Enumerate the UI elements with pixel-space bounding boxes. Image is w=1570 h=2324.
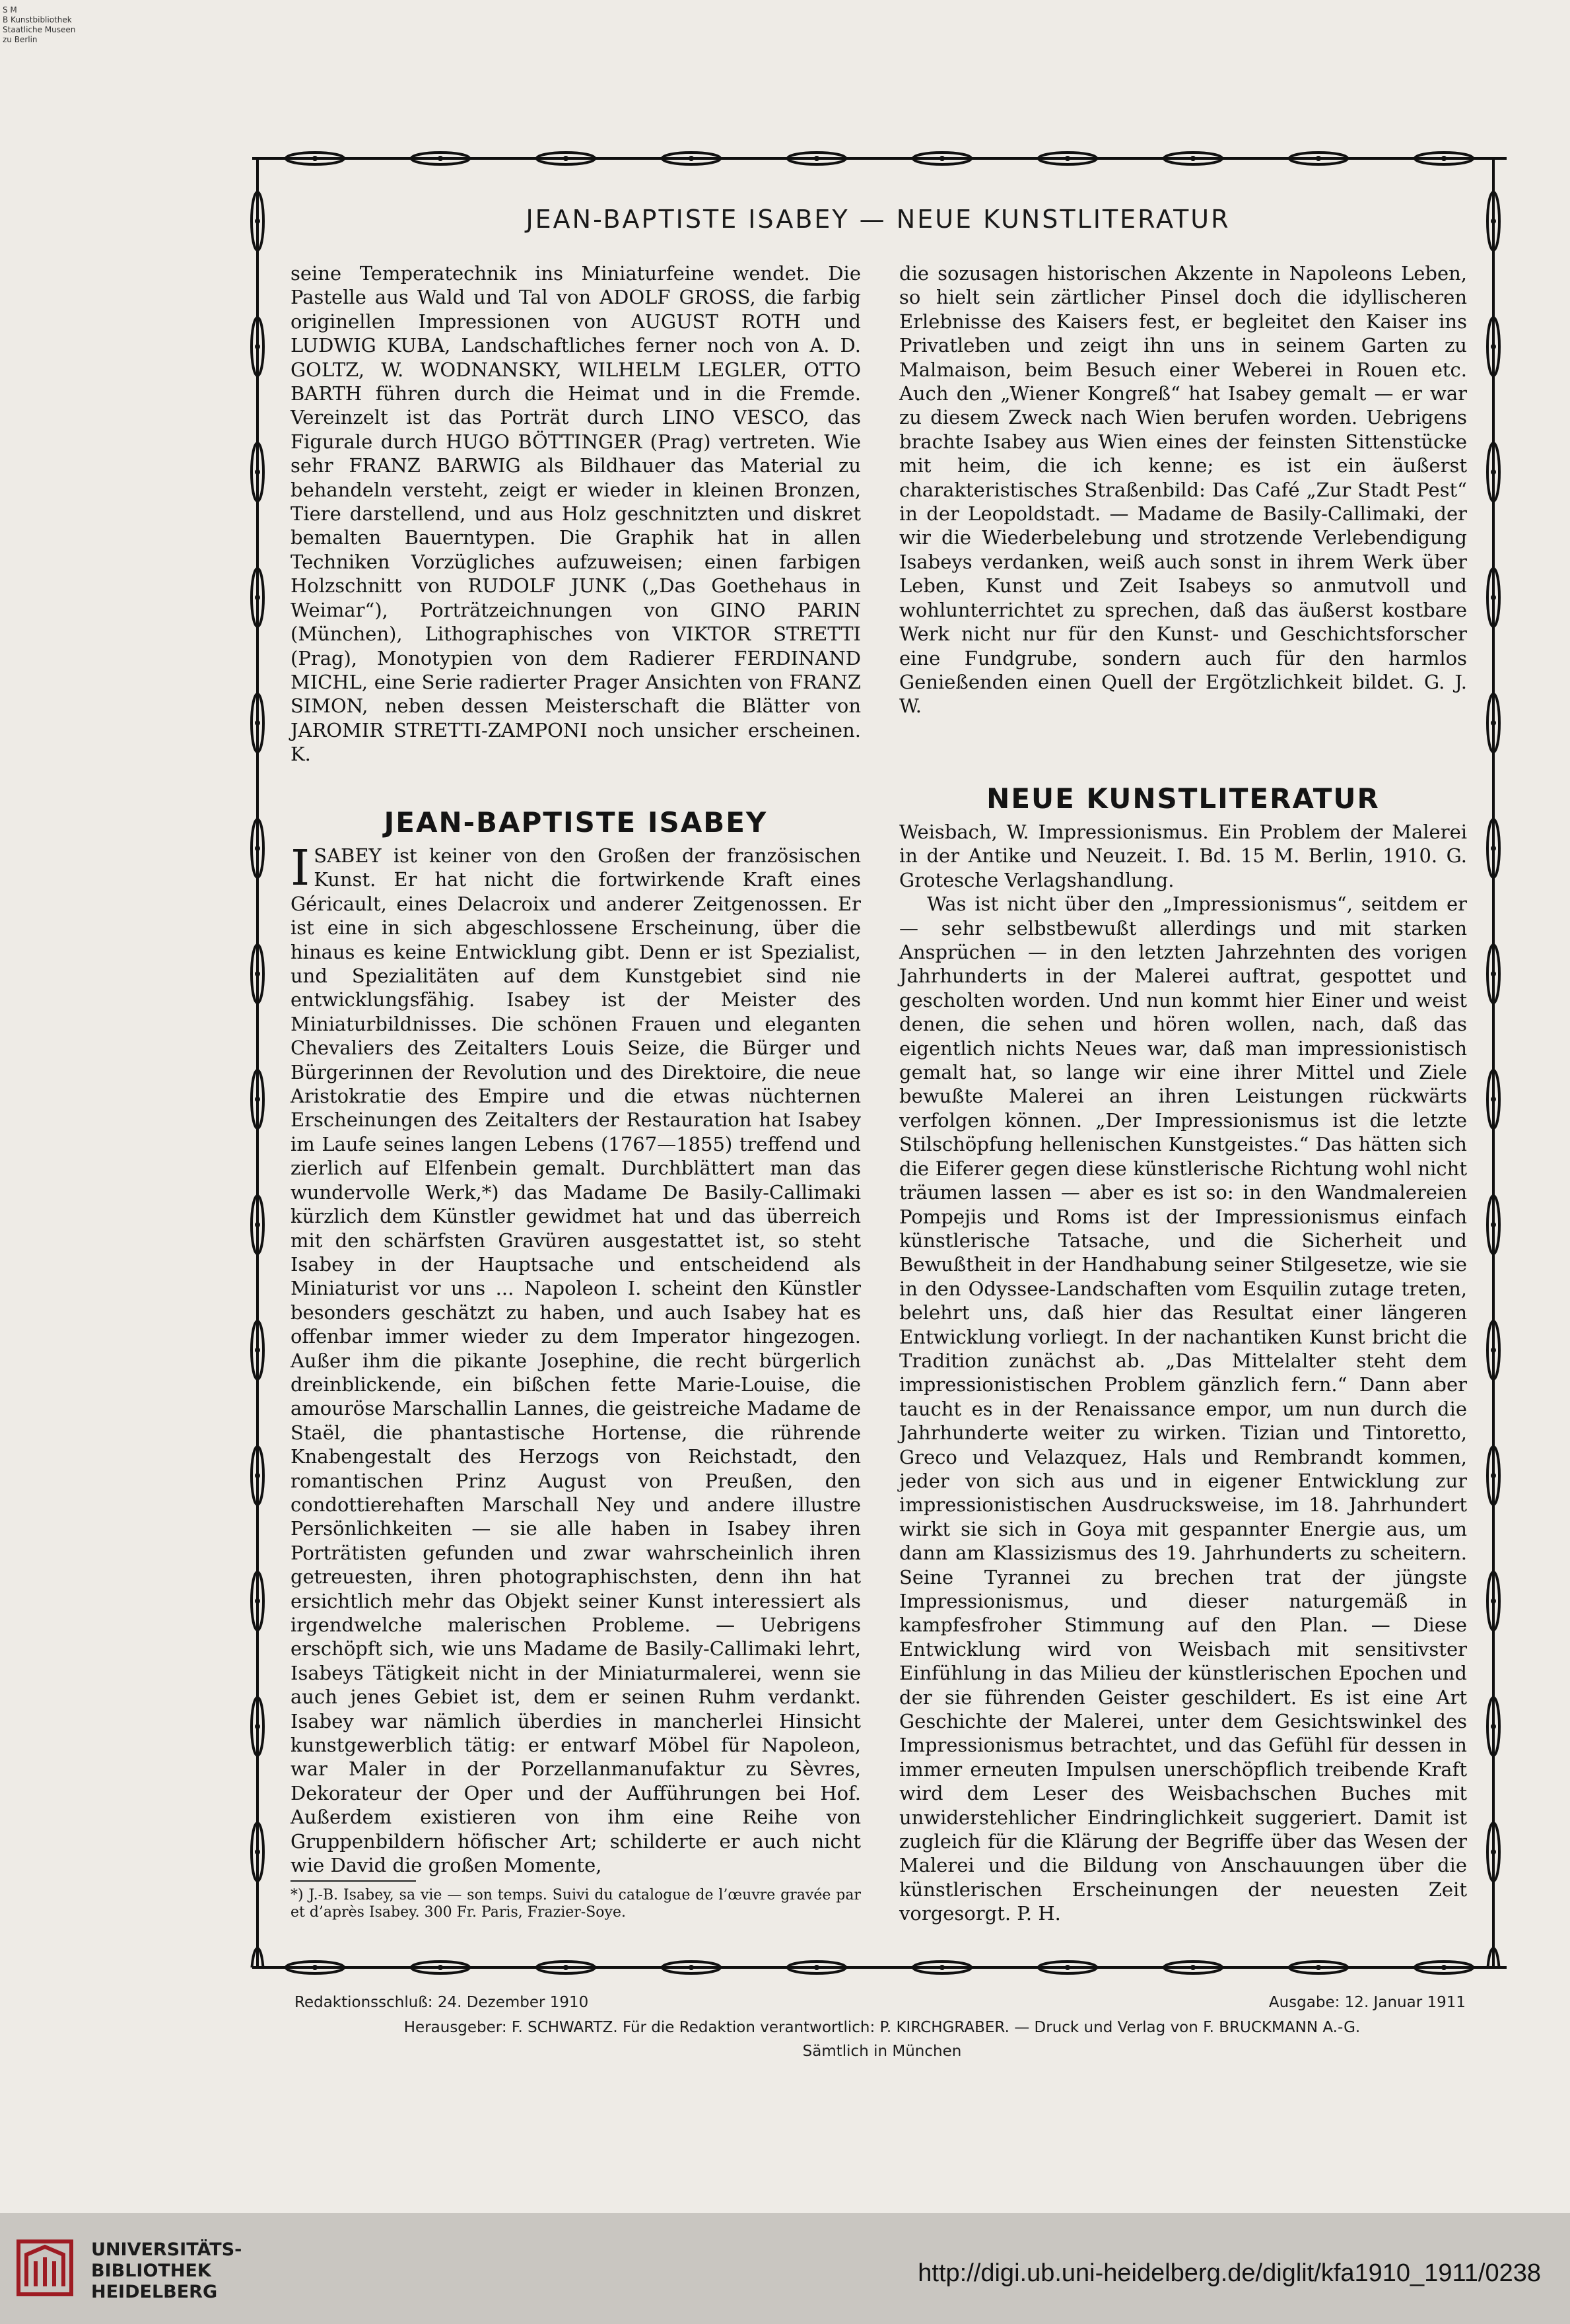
footnote-rule [290,1880,416,1882]
paragraph: Was ist nicht über den „Impressionismus“, seitdem er — sehr selbstbewußt allerdings und mit starken Ansprüchen — in den letzten Jahrzehnten des vorigen Jahrhunderts in der Malerei auftrat, gespottet und gescholten worden. Und nun kommt hier Einer und weist denen, die sehen und hören wollen, nach, daß das eigentlich nichts Neues war, daß man impressionistisch gemalt hat, so lange wir eine ihrer Mittel und Ziele bewußte Malerei an ihren Leistungen rückwärts verfolgen können. „Der Impressionismus ist die letzte Stilschöpfung hellenischen Kunstgeistes.“ Das hätten sich die Eiferer gegen diese künstlerische Richtung wohl nicht träumen lassen — aber es ist so: in den Wandmalereien Pompejis und Roms ist der Impressionismus einfach künstlerische Tatsache, und die Sicherheit und Bewußtheit in der Handhabung seiner Stilgesetze, wie sie in den Odyssee-Landschaften vom Esquilin zutage treten, belehrt uns, daß hier das Resultat einer längeren Entwicklung vorliegt. In der nachantiken Kunst bricht die Tradition zunächst ab. „Das Mittelalter steht dem impressionistischen Problem gänzlich fern.“ Dann aber taucht es in der Renaissance empor, um nun durch die Jahrhunderte weiter zu wirken. Tizian und Tintoretto, Greco und Velazquez, Hals und Rembrandt kommen, jeder von sich aus und in eigener Entwicklung zur impressionistischen Ausdrucksweise, im 18. Jahrhundert wirkt sie sich in Goya mit gespannter Energie aus, um dann am Klassizismus des 19. Jahrhunderts zu scheitern. Seine Tyrannei zu brechen trat der jüngste Impressionismus, und dieser naturgemäß in kampfesfroher Stimmung auf den Plan. — Diese Entwicklung wird von Weisbach mit sensitivster Einfühlung in das Milieu der künstlerischen Epochen und der sie führenden Geister geschildert. Es ist eine Art Geschichte der Malerei, unter dem Gesichtswinkel des Impressionismus betrachtet, und das Gefühl für dessen in immer erneuten Impulsen unerschöpflich treibende Kraft wird dem Leser des Weisbachschen Buches mit unwiderstehlicher Eindringlichkeit suggeriert. Damit ist zugleich für die Klärung der Begriffe über das Wesen der Malerei und die Bildung von Anschauungen über die künstlerischen Erscheinungen der neuesten Zeit vorgesorgt. P. H. [899,893,1467,1925]
right-column-top [899,261,1467,718]
stamp-line: Staatliche Museen [3,25,76,34]
source-url-link[interactable]: http://digi.ub.uni-heidelberg.de/diglit/kfa1910_1911/0238 [918,2259,1541,2287]
isabey-article [290,807,861,1877]
drop-cap: I [290,840,310,897]
imprint-place: Sämtlich in München [802,2043,962,2060]
book-citation: Weisbach, W. Impressionismus. Ein Problem der Malerei in der Antike und Neuzeit. I. Bd. 15 M. Berlin, 1910. G. Grotesche Verlagshandlung. [899,821,1467,891]
ornamental-border-top [252,147,1507,170]
neue-kunstliteratur-section [899,783,1467,1926]
university-library-logo-icon [15,2235,75,2301]
library-stamp [3,5,75,45]
library-name [91,2239,242,2303]
ornamental-border-right [1482,158,1505,1967]
paragraph-text: SABEY ist keiner von den Großen der französischen Kunst. Er hat nicht die fortwirkende Kraft eines Géricault, eines Delacroix und anderer Zeitgenossen. Er ist eine in sich abgeschlossene Erscheinung, über die hinaus es keine Entwicklung gibt. Denn er ist Spezialist, und Spezialitäten auf dem Kunstgebiet sind nie entwicklungsfähig. Isabey ist der Meister des Miniaturbildnisses. Die schönen Frauen und eleganten Chevaliers des Zeitalters Louis Seize, die Bürger und Bürgerinnen der Revolution und des Direktoire, die neue Aristokratie des Empire und die etwas nüchternen Erscheinungen des Zeitalters der Restauration hat Isabey im Laufe seines langen Lebens (1767—1855) treffend und zierlich auf Elfenbein gemalt. Durchblättert man das wundervolle Werk,*) das Madame De Basily-Callimaki kürzlich dem Künstler gewidmet hat und das überreich mit den schärfsten Gravüren ausgestattet ist, so steht Isabey in der Hauptsache und entscheidend als Miniaturist vor uns ... Napoleon I. scheint den Künstler besonders geschätzt zu haben, und auch Isabey hat es offenbar immer wieder zu dem Imperator hingezogen. Außer ihm die pikante Josephine, die recht bürgerlich dreinblickende, ein bißchen fette Marie-Louise, die amouröse Marschallin Lannes, die geistreiche Madame de Staël, die phantastische Hortense, die rührende Knabengestalt des Herzogs von Reichstadt, den romantischen Prinz August von Preußen, den condottierehaften Marschall Ney und andere illustre Persönlichkeiten — sie alle haben in Isabey ihren Porträtisten gefunden und zwar wahrscheinlich ihren getreuesten, ihren photographischsten, denn ihn hat ersichtlich mehr das Objekt seiner Kunst interessiert als irgendwelche malerischen Probleme. — Uebrigens erschöpft sich, wie uns Madame de Basily-Callimaki lehrt, Isabeys Tätigkeit nicht in der Miniaturmalerei, wenn sie auch jenes Gebiet ist, dem er seinen Ruhm verdankt. Isabey war nämlich überdies in mancherlei Hinsicht kunstgewerblich tätig: er entwarf Möbel für Napoleon, war Maler in der Porzellanmanufaktur zu Sèvres, Dekorateur der Oper und der Aufführungen bei Hof. Außerdem existieren von ihm eine Reihe von Gruppenbildern höfischer Art; schilderte er auch nicht wie David die großen Momente, [290,844,861,1877]
section-title-neue-kunstliteratur: NEUE KUNSTLITERATUR [986,782,1380,815]
stamp-line: S M [3,5,17,15]
ornamental-border-left [246,158,269,1967]
ausgabe-date: Ausgabe: 12. Januar 1911 [1268,1994,1466,2011]
library-name-line: UNIVERSITÄTS- [91,2239,242,2260]
library-name-line: BIBLIOTHEK [91,2261,211,2281]
footnote: *) J.-B. Isabey, sa vie — son temps. Suivi du catalogue de l’œuvre gravée par et d’après Isabey. 300 Fr. Paris, Frazier-Soye. [290,1887,861,1921]
stamp-line: B Kunstbibliothek [3,15,72,24]
paragraph: die sozusagen historischen Akzente in Napoleons Leben, so hielt sein zärtlicher Pinsel doch die idyllischeren Erlebnisse des Kaisers fest, er begleitet den Kaiser ins Privatleben und zeigt ihn uns in seinem Garten zu Malmaison, beim Besuch einer Weberei in Rouen etc. Auch den „Wiener Kongreß“ hat Isabey gemalt — er war zu diesem Zweck nach Wien berufen worden. Uebrigens brachte Isabey aus Wien eines der feinsten Sittenstücke mit heim, die ich kenne; es ist ein äußerst charakteristisches Straßenbild: Das Café „Zur Stadt Pest“ in der Leopoldstadt. — Madame de Basily-Callimaki, der wir die Wiederbelebung und strotzende Verlebendigung Isabeys verdanken, weiß auch sonst in ihrem Werk über Leben, Kunst und Zeit Isabeys so anmutvoll und wohlunterrichtet zu sprechen, daß das äußerst kostbare Werk nicht nur für den Kunst- und Geschichtsforscher eine Fundgrube, sondern auch für den harmlos Genießenden einen Quell der Ergötzlichkeit bildet. G. J. W. [899,262,1467,718]
paragraph [290,840,861,1877]
library-name-line: HEIDELBERG [91,2282,218,2302]
imprint-line: Herausgeber: F. SCHWARTZ. Für die Redaktion verantwortlich: P. KIRCHGRABER. — Druck und Verlag von F. BRUCKMANN A.-G. [403,2019,1361,2036]
paragraph: seine Temperatechnik ins Miniaturfeine wendet. Die Pastelle aus Wald und Tal von ADOLF GROSS, die farbig originellen Impressionen von AUGUST ROTH und LUDWIG KUBA, Landschaftliches ferner noch von A. D. GOLTZ, W. WODNANSKY, WILHELM LEGLER, OTTO BARTH führen durch die Heimat und in die Fremde. Vereinzelt ist das Porträt durch LINO VESCO, das Figurale durch HUGO BÖTTINGER (Prag) vertreten. Wie sehr FRANZ BARWIG als Bildhauer das Material zu behandeln versteht, zeigt er wieder in kleinen Bronzen, Tiere darstellend, und aus Holz geschnitzten und diskret bemalten Bauerntypen. Die Graphik hat in allen Techniken Vorzügliches aufzuweisen; einen farbigen Holzschnitt von RUDOLF JUNK („Das Goethehaus in Weimar“), Porträtzeichnungen von GINO PARIN (München), Lithographisches von VIKTOR STRETTI (Prag), Monotypien von dem Radierer FERDINAND MICHL, eine Serie radierter Prager Ansichten von FRANZ SIMON, neben dessen Meisterschaft die Blätter von JAROMIR STRETTI-ZAMPONI noch unsicher erscheinen. K. [290,262,861,766]
running-head: JEAN-BAPTISTE ISABEY — NEUE KUNSTLITERATUR [526,205,1231,234]
ornamental-border-bottom [252,1956,1507,1979]
left-column-top [290,261,861,767]
stamp-line: zu Berlin [3,35,38,44]
redaktionsschluss: Redaktionsschluß: 24. Dezember 1910 [294,1994,589,2011]
section-title-isabey: JEAN-BAPTISTE ISABEY [384,806,768,838]
